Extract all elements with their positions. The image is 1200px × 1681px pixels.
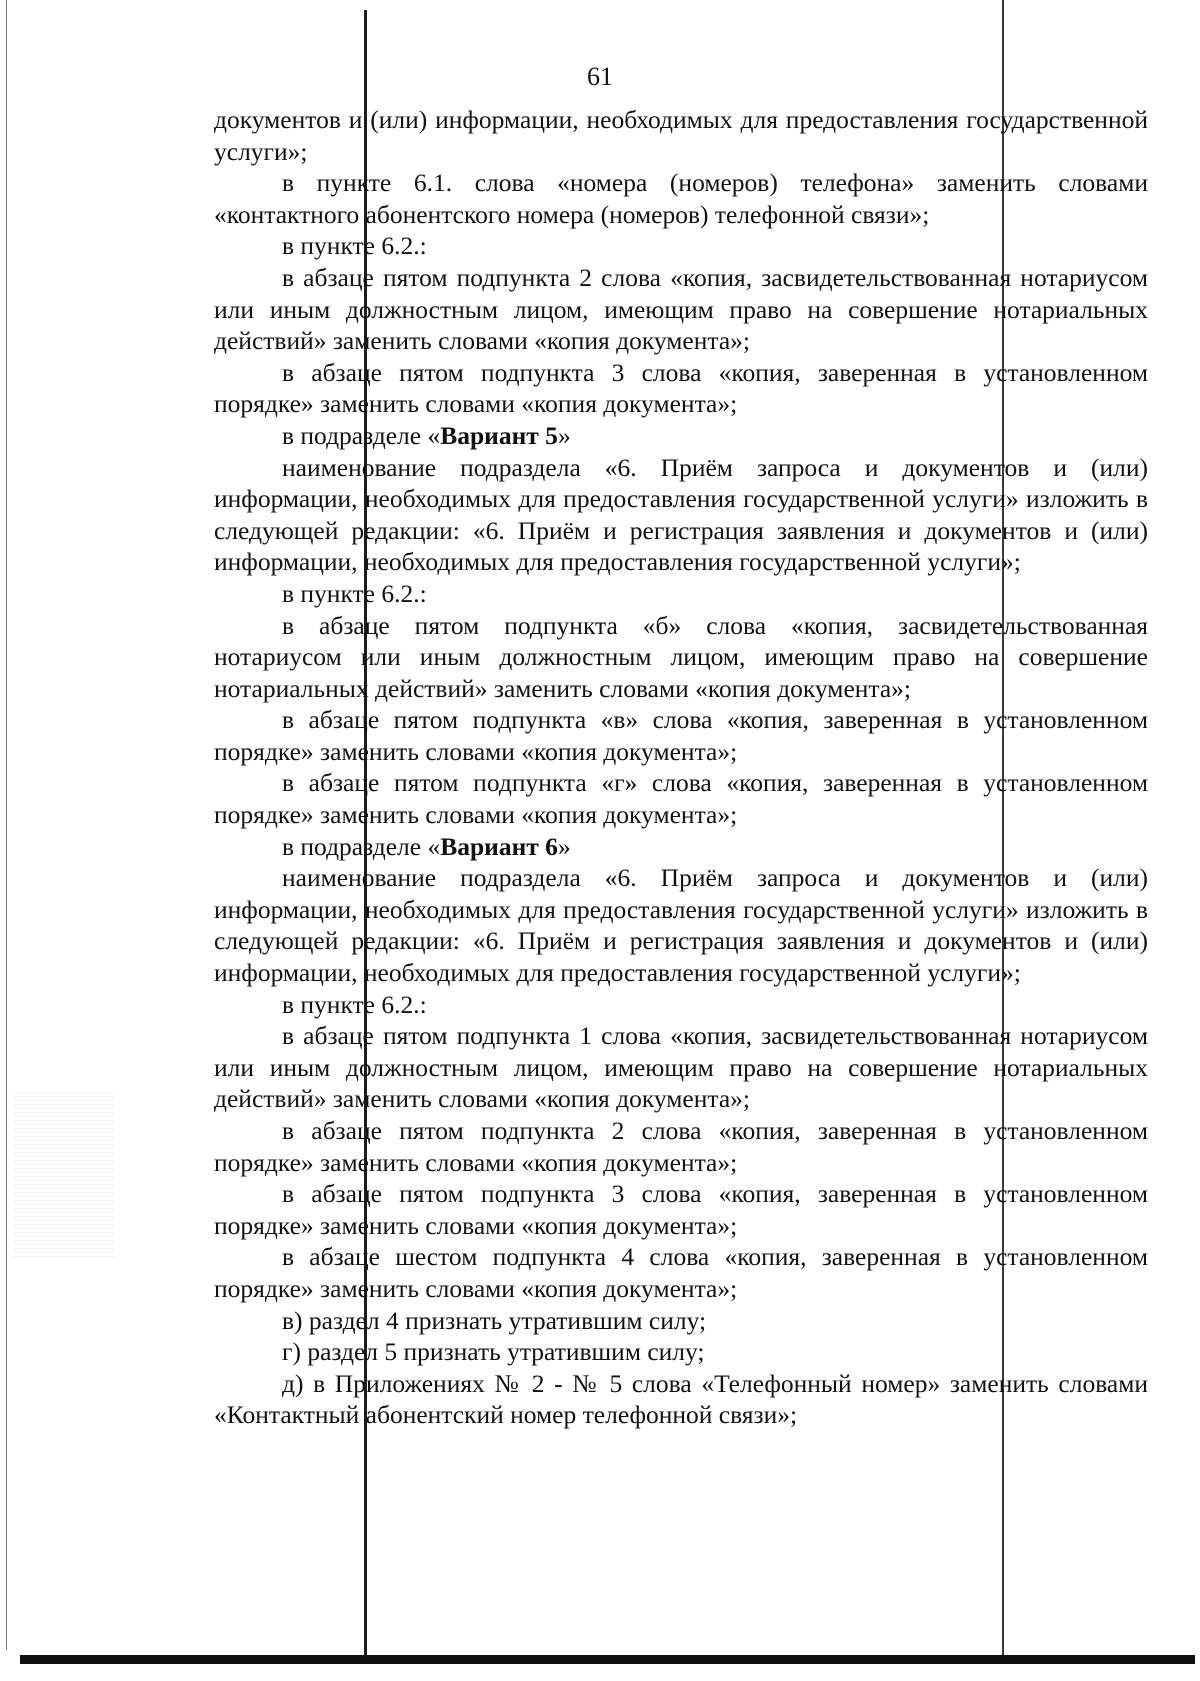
paragraph: в абзаце пятом подпункта «б» слова «копия, засвидетельствованная нотариусом или иным должностным лицом, имеющим право на совершение нотариальных действий» заменить словами «копия документа»;: [214, 610, 1148, 703]
scan-artifact-noise: [14, 1090, 114, 1260]
paragraph: документов и (или) информации, необходимых для предоставления государственной услуги»;: [214, 105, 1148, 166]
paragraph: в пункте 6.2.:: [282, 231, 427, 261]
paragraph: в абзаце пятом подпункта 1 слова «копия, засвидетельствованная нотариусом или иным должностным лицом, имеющим право на совершение нотариальных действий» заменить словами «копия документа»;: [214, 1021, 1148, 1114]
document-body: [214, 104, 1148, 1431]
paragraph: наименование подраздела «6. Приём запроса и документов и (или) информации, необходимых для предоставления государственной услуги» изложить в следующей редакции: «6. Приём и регистрация заявления и документов и (или) информации, необходимых для предоставления государственной услуги»;: [214, 863, 1148, 988]
paragraph: г) раздел 5 признать утратившим силу;: [282, 1337, 705, 1367]
paragraph: в пункте 6.1. слова «номера (номеров) телефона» заменить словами «контактного абонентского номера (номеров) телефонной связи»;: [214, 168, 1148, 229]
paragraph: в абзаце пятом подпункта «г» слова «копия, заверенная в установленном порядке» заменить словами «копия документа»;: [214, 768, 1148, 830]
paragraph: наименование подраздела «6. Приём запроса и документов и (или) информации, необходимых для предоставления государственной услуги» изложить в следующей редакции: «6. Приём и регистрация заявления и документов и (или) информации, необходимых для предоставления государственной услуги»;: [214, 452, 1148, 577]
heading-prefix: в подразделе «: [282, 831, 441, 861]
heading-suffix: »: [557, 420, 571, 450]
paragraph: в абзаце пятом подпункта 3 слова «копия, заверенная в установленном порядке» заменить словами «копия документа»;: [214, 1179, 1148, 1240]
paragraph: в пункте 6.2.:: [282, 578, 427, 608]
paragraph: д) в Приложениях № 2 - № 5 слова «Телефонный номер» заменить словами «Контактный абонентский номер телефонной связи»;: [214, 1368, 1148, 1430]
heading-suffix: »: [557, 831, 571, 861]
variant-name: Вариант 5: [440, 420, 558, 450]
subsection-heading: [214, 831, 1148, 863]
paragraph: в) раздел 4 признать утратившим силу;: [282, 1305, 707, 1335]
page-number: 61: [587, 62, 613, 91]
paragraph: в пункте 6.2.:: [282, 989, 427, 1019]
paragraph: в абзаце пятом подпункта 3 слова «копия, заверенная в установленном порядке» заменить словами «копия документа»;: [214, 357, 1148, 419]
paragraph: в абзаце пятом подпункта 2 слова «копия, заверенная в установленном порядке» заменить словами «копия документа»;: [214, 1116, 1148, 1177]
paragraph: в абзаце шестом подпункта 4 слова «копия, заверенная в установленном порядке» заменить словами «копия документа»;: [214, 1242, 1148, 1303]
subsection-heading: [214, 420, 1148, 452]
heading-prefix: в подразделе «: [282, 420, 441, 450]
paragraph: в абзаце пятом подпункта «в» слова «копия, заверенная в установленном порядке» заменить словами «копия документа»;: [214, 705, 1148, 766]
paragraph: в абзаце пятом подпункта 2 слова «копия, засвидетельствованная нотариусом или иным должностным лицом, имеющим право на совершение нотариальных действий» заменить словами «копия документа»;: [214, 262, 1148, 356]
scan-artifact-bottom-bar: [20, 1655, 1195, 1664]
variant-name: Вариант 6: [440, 831, 558, 861]
scan-artifact-left-edge: [6, 0, 7, 1650]
